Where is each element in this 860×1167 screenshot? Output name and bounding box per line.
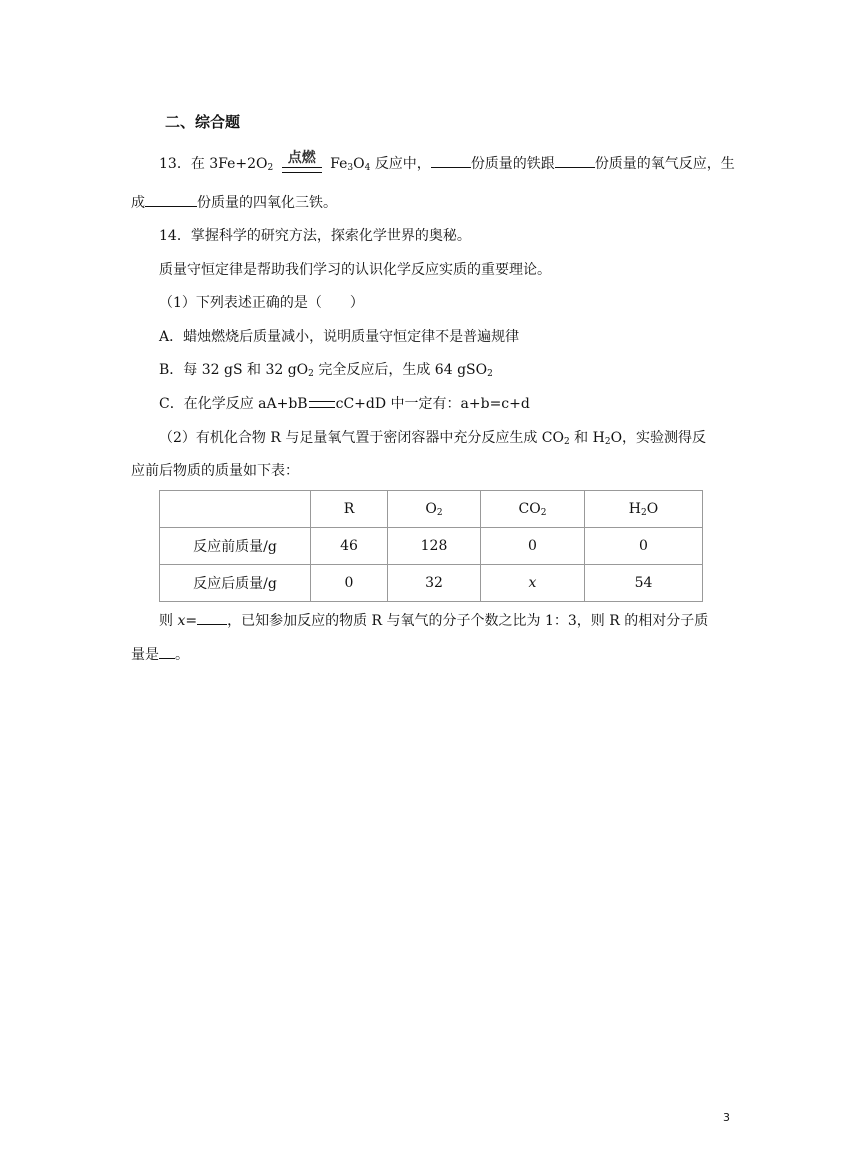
- equals-sign: [309, 401, 335, 408]
- option-c[interactable]: C．在化学反应 aA+bB cC+dD 中一定有：a+b=c+d: [159, 396, 530, 412]
- answer-line2: 量是 。: [131, 644, 189, 665]
- answer-blank-iron[interactable]: [431, 153, 471, 168]
- answer-blank-x[interactable]: [197, 610, 227, 625]
- table-cell: 0: [481, 528, 585, 565]
- table-row: [160, 528, 703, 565]
- question-13-line2: 成 份质量的四氧化三铁。: [131, 192, 337, 213]
- table-cell: x: [481, 565, 585, 602]
- part-2-line1: （2）有机化合物 R 与足量氧气置于密闭容器中充分反应生成 $CO_2$ 和 $H_2O$，实验测得反: [159, 430, 707, 447]
- section-title: 二、综合题: [165, 113, 241, 131]
- table-cell: 32: [388, 565, 481, 602]
- page-number: 3: [723, 1111, 730, 1124]
- table-cell: 54: [585, 565, 703, 602]
- option-a[interactable]: A．蜡烛燃烧后质量减小，说明质量守恒定律不是普遍规律: [159, 329, 520, 345]
- answer-line1: 则 x= ，已知参加反应的物质 R 与氧气的分子个数之比为 1：3，则 R 的相对分子质: [159, 610, 708, 631]
- mass-table: [159, 490, 703, 602]
- table-header-cell: $H_2O$: [585, 491, 703, 528]
- table-header-cell: $O_2$: [388, 491, 481, 528]
- table-header-cell: $CO_2$: [481, 491, 585, 528]
- table-cell: 128: [388, 528, 481, 565]
- table-cell: 46: [311, 528, 388, 565]
- question-13-line1: 13．在 $3Fe+2O_2$ 点燃 $Fe_3O_4$ 反应中， 份质量的铁跟 份质量的氧气反应，生: [159, 150, 735, 173]
- table-row: [160, 565, 703, 602]
- row-label: 反应后质量/g: [160, 565, 311, 602]
- question-14-intro: 14．掌握科学的研究方法，探索化学世界的奥秘。: [159, 228, 471, 244]
- question-14-theory: 质量守恒定律是帮助我们学习的认识化学反应实质的重要理论。: [159, 262, 551, 278]
- answer-blank-fe3o4[interactable]: [145, 192, 197, 207]
- table-header-row: [160, 491, 703, 528]
- row-label: 反应前质量/g: [160, 528, 311, 565]
- part-1-question: （1）下列表述正确的是（ ）: [159, 295, 364, 311]
- option-b[interactable]: B．每 32 gS 和 32 $gO_2$ 完全反应后，生成 64 gSO$_2$: [159, 362, 493, 379]
- table-cell: 0: [311, 565, 388, 602]
- table-header-cell: [160, 491, 311, 528]
- reaction-condition: 点燃: [282, 154, 322, 174]
- answer-blank-oxygen[interactable]: [555, 153, 595, 168]
- table-cell: 0: [585, 528, 703, 565]
- answer-blank-molar-mass[interactable]: [159, 644, 175, 659]
- table-header-cell: R: [311, 491, 388, 528]
- part-2-line2: 应前后物质的质量如下表：: [131, 463, 299, 479]
